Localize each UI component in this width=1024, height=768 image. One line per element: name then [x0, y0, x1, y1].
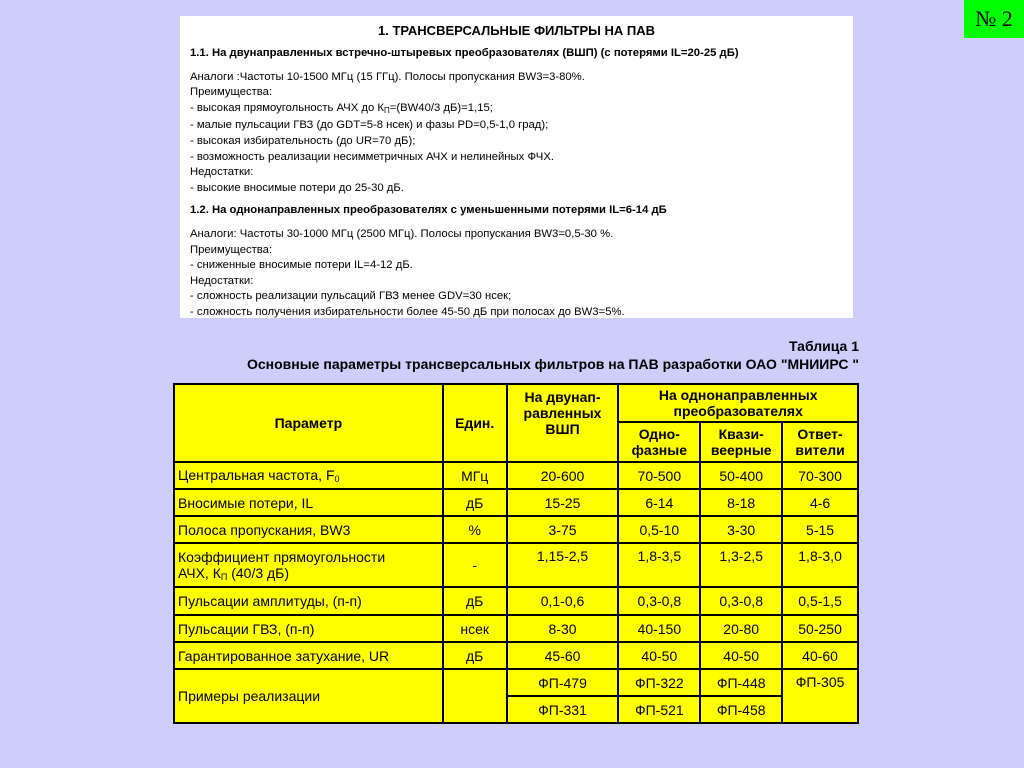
value-cell: 70-500 [618, 462, 700, 489]
section-2-disadvantage-2: - сложность получения избирательности более 45-50 дБ при полосах до BW3=5%. [190, 305, 625, 318]
header-bidirectional: На двунап- равленных ВШП [507, 384, 619, 462]
value-cell: 1,8-3,0 [782, 543, 858, 587]
value-cell: 70-300 [782, 462, 858, 489]
value-cell: 1,3-2,5 [700, 543, 782, 587]
value-cell: 5-15 [782, 516, 858, 543]
unit-cell: дБ [443, 489, 507, 516]
section-1-heading: 1.1. На двунаправленных встречно-штыревых преобразователях (ВШП) (с потерями IL=20-25 дБ) [190, 47, 739, 59]
section-1-advantage-3: - высокая избирательность (до UR=70 дБ); [190, 134, 416, 147]
param-cell: Пульсации амплитуды, (п-п) [174, 587, 443, 615]
value-cell: 40-150 [618, 615, 700, 642]
value-cell: 20-600 [507, 462, 619, 489]
section-1-advantage-4: - возможность реализации несимметричных АЧХ и нелинейных ФЧХ. [190, 150, 554, 163]
table-row [174, 669, 858, 696]
value-cell: 40-50 [700, 642, 782, 669]
value-cell: 20-80 [700, 615, 782, 642]
value-cell: 8-18 [700, 489, 782, 516]
param-cell-examples: Примеры реализации [174, 669, 443, 723]
param-cell: Гарантированное затухание, UR [174, 642, 443, 669]
section-2-advantages-label: Преимущества: [190, 243, 273, 256]
value-cell: 3-30 [700, 516, 782, 543]
section-1-advantage-2: - малые пульсации ГВЗ (до GDT=5-8 нсек) и фазы PD=0,5-1,0 град); [190, 119, 549, 132]
unit-cell [443, 669, 507, 723]
param-cell: Вносимые потери, IL [174, 489, 443, 516]
parameters-table [173, 383, 859, 724]
value-cell: 8-30 [507, 615, 619, 642]
value-cell: 45-60 [507, 642, 619, 669]
example-cell: ФП-521 [618, 696, 700, 723]
section-title: 1. ТРАНСВЕРСАЛЬНЫЕ ФИЛЬТРЫ НА ПАВ [377, 23, 656, 38]
table-row [174, 489, 858, 516]
section-2-disadvantage-1: - сложность реализации пульсаций ГВЗ менее GDV=30 нсек; [190, 290, 512, 303]
section-2-analogs: Аналоги: Частоты 30-1000 МГц (2500 МГц). Полосы пропускания BW3=0,5-30 %. [190, 227, 614, 240]
unit-cell: нсек [443, 615, 507, 642]
value-cell: 40-50 [618, 642, 700, 669]
header-branch: Ответ- вители [782, 422, 858, 462]
example-cell: ФП-458 [700, 696, 782, 723]
section-1-analogs: Аналоги :Частоты 10-1500 МГц (15 ГГц). Полосы пропускания BW3=3-80%. [190, 70, 585, 83]
header-single-phase: Одно- фазные [618, 422, 700, 462]
table-title-caption: Основные параметры трансверсальных фильтров на ПАВ разработки ОАО "МНИИРС " [246, 356, 859, 372]
unit-cell: МГц [443, 462, 507, 489]
value-cell: 4-6 [782, 489, 858, 516]
value-cell: 15-25 [507, 489, 619, 516]
example-cell: ФП-322 [618, 669, 700, 696]
value-cell: 3-75 [507, 516, 619, 543]
value-cell: 0,1-0,6 [507, 587, 619, 615]
table-row [174, 615, 858, 642]
table-number-caption: Таблица 1 [788, 338, 859, 354]
param-cell: Коэффициент прямоугольности АЧХ, $К_П$ (40/3 дБ) [174, 543, 443, 587]
value-cell: 0,5-1,5 [782, 587, 858, 615]
table-header-row [174, 384, 858, 422]
section-1-advantage-1: - высокая прямоугольность АЧХ до $К_П=(BW40/3$ дБ)=1,15; [190, 101, 493, 115]
example-cell: ФП-331 [507, 696, 619, 723]
value-cell: 1,15-2,5 [507, 543, 619, 587]
unit-cell: дБ [443, 587, 507, 615]
param-cell: Пульсации ГВЗ, (п-п) [174, 615, 443, 642]
header-parameter: Параметр [174, 384, 443, 462]
section-1-advantages-label: Преимущества: [190, 86, 273, 99]
section-2-heading: 1.2. На однонаправленных преобразователях с уменьшенными потерями IL=6-14 дБ [190, 204, 667, 217]
header-quasi-fan: Квази- веерные [700, 422, 782, 462]
section-1-disadvantages-label: Недостатки: [190, 166, 254, 179]
section-1-disadvantage-1: - высокие вносимые потери до 25-30 дБ. [190, 181, 404, 194]
value-cell: 0,5-10 [618, 516, 700, 543]
slide-number-badge: № 2 [964, 0, 1024, 38]
value-cell: 50-250 [782, 615, 858, 642]
table-row [174, 516, 858, 543]
description-textbox [180, 16, 853, 318]
value-cell: 50-400 [700, 462, 782, 489]
header-unit: Един. [443, 384, 507, 462]
table-row [174, 543, 858, 587]
value-cell: 1,8-3,5 [618, 543, 700, 587]
value-cell: 0,3-0,8 [618, 587, 700, 615]
unit-cell: - [443, 543, 507, 587]
example-cell: ФП-448 [700, 669, 782, 696]
example-cell: ФП-305 [782, 669, 858, 723]
table-row [174, 462, 858, 489]
section-2-advantage-1: - сниженные вносимые потери IL=4-12 дБ. [190, 259, 413, 272]
table-row [174, 642, 858, 669]
example-cell: ФП-479 [507, 669, 619, 696]
unit-cell: % [443, 516, 507, 543]
value-cell: 6-14 [618, 489, 700, 516]
param-cell: Центральная частота, $F_0$ [174, 462, 443, 489]
unit-cell: дБ [443, 642, 507, 669]
header-unidirectional: На однонаправленных преобразователях [618, 384, 858, 422]
value-cell: 40-60 [782, 642, 858, 669]
value-cell: 0,3-0,8 [700, 587, 782, 615]
section-2-disadvantages-label: Недостатки: [190, 274, 254, 287]
table-row [174, 587, 858, 615]
param-cell: Полоса пропускания, BW3 [174, 516, 443, 543]
